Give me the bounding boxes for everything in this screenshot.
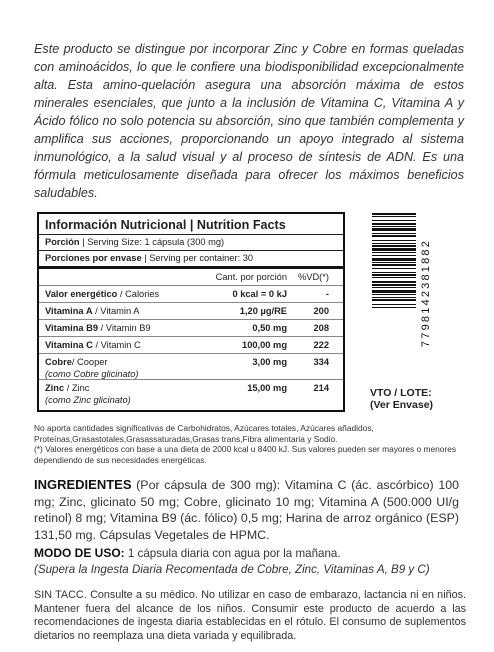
nutrient-alt-name: / Zinc xyxy=(64,383,90,393)
barcode-digits: 7798142381882 xyxy=(420,238,432,347)
barcode-bar xyxy=(372,307,416,308)
barcode-bar xyxy=(372,243,416,244)
nutrient-name: Vitamina A xyxy=(45,306,93,316)
barcode-bar xyxy=(372,220,416,221)
usage-label: MODO DE USO: xyxy=(34,546,125,560)
warning-text: SIN TACC. Consulte a su médico. No utilizar en caso de embarazo, lactancia ni en niños. Mantener fuera del alcance de los niños. Consumir este producto de acuerdo a las recomendaciones de ingesta diaria establecidas en el rótulo. El consumo de suplementos dietarios no reemplaza una dieta variada y equilibrada. xyxy=(34,589,466,642)
usage-note: (Supera la Ingesta Diaria Recomentada de Cobre, Zinc, Vitaminas A, B9 y C) xyxy=(34,563,430,576)
product-description: Este producto se distingue por incorporar Zinc y Cobre en formas queladas con aminoácidos, lo que le confiere una biodisponibilidad excepcionalmente alta. Esta amino-quelación asegura una absorción máxima de estos minerales esenciales, que junto a la inclusión de Vitamina C, Vitamina A y Ácido fólico no solo potencia su absorción, sino que también complementa y amplifica sus acciones, proporcionando un apoyo integrado al sistema inmunológico, a la salud visual y al proceso de síntesis de ADN. Es una fórmula meticulosamente diseñada para ofrecer los máximos beneficios saludables. xyxy=(34,42,464,200)
portion-text: | Serving Size: 1 cápsula (300 mg) xyxy=(79,237,225,247)
nutrient-name: Vitamina C xyxy=(45,340,93,350)
footnote-line: (*) Valores energéticos con base a una dieta de 2000 kcal u 8400 kJ. Sus valores pueden ser mayores o menores dependiendo de sus necesidades energéticas. xyxy=(34,444,457,465)
barcode-number xyxy=(417,215,435,370)
nutrient-amount: 15,00 mg xyxy=(247,383,287,393)
nutrient-alt-name: / Cooper xyxy=(71,357,108,367)
nutrient-row xyxy=(39,303,343,320)
barcode-bar xyxy=(372,258,416,261)
barcode-bar xyxy=(372,223,416,225)
barcode-bar xyxy=(372,274,416,276)
nutrient-amount: 100,00 mg xyxy=(242,340,287,350)
barcode-bar xyxy=(372,287,416,288)
barcode-bar xyxy=(372,245,416,247)
barcode-bar xyxy=(372,240,416,241)
nutrient-name: Zinc xyxy=(45,383,65,393)
nutrient-vd: 200 xyxy=(313,306,329,316)
nutrient-amount: 0,50 mg xyxy=(252,323,287,333)
nutrition-facts-table xyxy=(37,212,345,412)
barcode-bar xyxy=(372,252,416,253)
nutrient-vd: 334 xyxy=(313,357,329,367)
portion-row xyxy=(39,235,343,251)
barcode-bar xyxy=(372,255,416,256)
barcode-bar xyxy=(372,294,416,295)
nutrient-row xyxy=(39,320,343,337)
footnote-line: No aporta cantidades significativas de Carbohidratos, Azúcares totales, Azúcares añadidos, Proteínas,Grasastotales,Grasassaturadas,Grasas trans,Fibra alimentaria y Sodio. xyxy=(34,423,374,444)
barcode-bar xyxy=(372,233,416,234)
ingredients-text: (Por cápsula de 300 mg): Vitamina C (ác. ascórbico) 100 mg; Zinc, glicinato 50 mg; Cobre, glicinato 10 mg; Vitamina A (500.000 UI/g retinol) 8 mg; Vitamina B9 (ác. fólico) 0,5 mg; Harina de arroz orgánico (ESP) 131,50 mg. Cápsulas Vegetales de HPMC. xyxy=(34,478,459,542)
amount-column-header: Cant. por porción xyxy=(215,272,287,282)
portion-label: Porción xyxy=(45,237,80,247)
servings-text: | Serving per container: 30 xyxy=(141,253,254,263)
nutrient-row xyxy=(39,380,343,406)
nutrition-header-row xyxy=(39,269,343,286)
barcode-bar xyxy=(372,235,416,237)
barcode-bar xyxy=(372,299,416,301)
nutrient-vd: 208 xyxy=(313,323,329,333)
servings-row xyxy=(39,251,343,269)
barcode-bar xyxy=(372,228,416,231)
barcode-bar xyxy=(372,264,416,266)
barcode-bar xyxy=(372,216,416,217)
nutrient-name: Valor energético xyxy=(45,289,118,299)
nutrition-title: Información Nutricional | Nutrition Facts xyxy=(39,214,343,235)
nutrient-source: (como Cobre glicinato) xyxy=(45,369,139,379)
nutrient-alt-name: / Calories xyxy=(117,289,160,299)
nutrient-vd: - xyxy=(325,289,329,299)
barcode-bar xyxy=(372,213,416,215)
nutrient-alt-name: / Vitamin A xyxy=(92,306,140,316)
barcode-bar xyxy=(372,226,416,227)
barcode-bar xyxy=(372,284,416,286)
nutrient-vd: 214 xyxy=(313,383,329,393)
ingredients-label: INGREDIENTES xyxy=(34,477,132,492)
nutrient-row xyxy=(39,337,343,354)
nutrient-alt-name: / Vitamin C xyxy=(92,340,141,350)
vd-column-header: %VD(*) xyxy=(298,272,329,282)
nutrient-row xyxy=(39,354,343,380)
barcode-bar xyxy=(372,290,416,293)
nutrient-name: Vitamina B9 xyxy=(45,323,99,333)
nutrient-alt-name: / Vitamin B9 xyxy=(98,323,151,333)
expiry-lot-title: VTO / LOTE: xyxy=(370,387,432,399)
barcode-bar xyxy=(372,277,416,278)
nutrient-source: (como Zinc glicinato) xyxy=(45,395,131,405)
barcode-bar xyxy=(372,248,416,251)
nutrition-footnote xyxy=(34,423,464,465)
usage-text: 1 cápsula diaria con agua por la mañana. xyxy=(124,547,341,560)
nutrient-amount: 0 kcal = 0 kJ xyxy=(232,289,287,299)
usage-section xyxy=(34,545,464,578)
ingredients-section xyxy=(34,477,459,543)
nutrient-vd: 222 xyxy=(313,340,329,350)
barcode-bar xyxy=(372,262,416,263)
nutrient-row xyxy=(39,286,343,303)
expiry-lot-note: (Ver Envase) xyxy=(370,399,434,411)
nutrient-amount: 1,20 µg/RE xyxy=(239,306,287,316)
barcode-bar xyxy=(372,304,416,305)
barcode-bar xyxy=(372,297,416,298)
nutrient-name: Cobre xyxy=(45,357,72,367)
barcode-bar xyxy=(372,272,416,273)
barcode-bar xyxy=(372,268,416,269)
barcode-bar xyxy=(372,281,416,283)
expiry-lot-label xyxy=(370,387,433,411)
servings-label: Porciones por envase xyxy=(45,253,142,263)
nutrient-amount: 3,00 mg xyxy=(252,357,287,367)
